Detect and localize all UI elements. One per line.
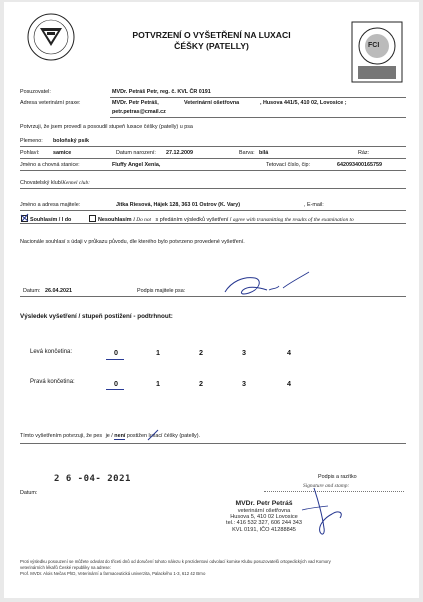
prava-grade-0[interactable]: 0 (114, 379, 118, 388)
conclusion-je[interactable]: je (105, 433, 110, 439)
stamp-date: 2 6 -04- 2021 (54, 474, 131, 484)
disclaimer-line-3: Prof. MVDr. Alois Nečas PhD, Veterinární a farmaceutická univerzita, Palackého 1-3, 612 42 Brno (20, 571, 206, 576)
disclaimer-line-1: Proti výsledku posouzení se můžete odvolat do třiceti dnů od doručení tohoto nálezu k prezidentovi odvolací komise Klubu posuzovatelů ortopedických vad Komory (20, 559, 331, 564)
disclaimer (20, 559, 331, 577)
adresa-name: MVDr. Petr Petráš, (112, 100, 159, 106)
prava-grade-0-underline (106, 389, 124, 390)
nesouhlasim-checkbox[interactable] (89, 215, 96, 222)
consent-note: Nacionále souhlasí s údaji v průkazu původu, dle kterého bylo potvrzeno provedené vyšetření. (20, 239, 245, 245)
divider (20, 170, 406, 171)
leva-grade-1[interactable]: 1 (156, 348, 160, 357)
narozeni-value: 27.12.2009 (166, 150, 193, 156)
label-datum: Datum: (23, 288, 41, 294)
label-posuzovatel: Posuzovatel: (20, 89, 51, 95)
document-title (99, 30, 324, 52)
souhlasim-checkbox[interactable] (21, 215, 28, 222)
consent-rest-en: agree with transmitting the results of the examination to (232, 217, 354, 223)
consent-row-2 (89, 215, 354, 223)
label-leva: Levá končetina: (30, 349, 73, 355)
cip-value: 642093400165759 (337, 162, 382, 168)
result-heading: Výsledek vyšetření / stupeň postižení - podtrhnout: (20, 313, 173, 320)
divider (20, 223, 406, 224)
conclusion-slash: / (111, 433, 113, 439)
plemeno-value: boloňský psík (53, 138, 89, 144)
label-narozeni: Datum narození: (116, 150, 156, 156)
label-prava: Pravá končetina: (30, 379, 75, 385)
title-line-1: POTVRZENÍ O VYŠETŘENÍ NA LUXACI (132, 30, 291, 40)
stamp-line-1: MVDr. Petr Petráš (235, 500, 293, 507)
label-adresa-praxe: Adresa veterinární praxe: (20, 100, 81, 106)
title-line-2: ČÉŠKY (PATELLY) (174, 41, 249, 51)
cmku-logo (26, 12, 76, 62)
jmeno-value: Fluffy Angel Xenia, (112, 162, 161, 168)
vet-email: petr.petras@cmail.cz (112, 109, 166, 115)
label-majitel: Jméno a adresa majitele: (20, 202, 81, 208)
label-owner-email: , E-mail: (304, 202, 324, 208)
label-klub-cz: Chovatelský klub/ (20, 180, 63, 186)
adresa-type: Veterinární ošetřovna (184, 100, 240, 106)
label-jmeno-stanice: Jméno a chovná stanice: (20, 162, 80, 168)
leva-grade-3[interactable]: 3 (242, 348, 246, 357)
fci-logo (350, 20, 404, 84)
stamp-line-5: KVL 0191, IČO 41288845 (232, 526, 296, 533)
divider (20, 296, 406, 297)
leva-grade-4[interactable]: 4 (287, 348, 291, 357)
leva-grade-0-underline (106, 359, 124, 360)
conclusion-neni[interactable]: není (114, 433, 126, 439)
conclusion-suffix: postižen luxací čéšky (patelly). (126, 433, 200, 439)
prava-grade-1[interactable]: 1 (156, 379, 160, 388)
divider (110, 117, 406, 118)
label-barva: Barva: (239, 150, 255, 156)
adresa-street: , Husova 441/5, 410 02, Lovosice ; (260, 100, 347, 106)
leva-grade-0[interactable]: 0 (114, 348, 118, 357)
stamp-line-4: tel.: 416 532 327, 606 244 343 (226, 520, 302, 527)
document-page (4, 2, 419, 598)
label-podpis-razitko: Podpis a razítko (318, 474, 357, 480)
pohlavi-value: samice (53, 150, 72, 156)
label-tetovaci: Tetovací číslo, čip: (266, 162, 311, 168)
disclaimer-line-2: veterinárních lékařů České republiky na adrese: (20, 565, 111, 570)
label-podpis-majitele: Podpis majitele psa: (137, 288, 186, 294)
divider (20, 146, 406, 147)
divider (20, 158, 406, 159)
barva-value: bílá (259, 150, 269, 156)
label-podpis-razitko-en: Signature and stamp: (303, 483, 350, 489)
conclusion-prefix: Tímto vyšetřením potvrzuji, že pes (20, 433, 103, 439)
divider (110, 97, 406, 98)
nesouhlasim-label: Nesouhlasím (98, 217, 132, 223)
vet-signature (294, 480, 354, 545)
prava-grade-3[interactable]: 3 (242, 379, 246, 388)
owner-signature (209, 268, 319, 305)
fci-logo-text: FCI (368, 42, 380, 49)
je-strikeout (146, 428, 162, 447)
nesouhlasim-label-en: I Do not (133, 217, 152, 223)
posuzovatel-value: MVDr. Petráš Petr, reg. č. KVL ČR 0191 (112, 89, 211, 95)
divider (20, 188, 406, 189)
label-klub-en: Kennel club: (62, 180, 90, 186)
label-raz: Ráz: (358, 150, 370, 156)
datum-value: 26.04.2021 (45, 288, 72, 294)
consent-rest: s předáním výsledků vyšetření / (155, 217, 232, 223)
label-footer-datum: Datum: (20, 490, 38, 496)
leva-grade-2[interactable]: 2 (199, 348, 203, 357)
divider (20, 210, 406, 211)
souhlasim-label: Souhlasím / I do (30, 217, 72, 223)
prava-grade-4[interactable]: 4 (287, 379, 291, 388)
stamp-line-2: veterinární ošetřovna (237, 508, 291, 514)
consent-row (21, 215, 71, 223)
conclusion-row (20, 433, 200, 439)
label-plemeno: Plemeno: (20, 138, 43, 144)
label-klub (20, 180, 90, 186)
majitel-value: Jitka Riesová, Hájek 128, 363 01 Ostrov (K. Vary) (116, 202, 241, 208)
stamp-line-3: Husova 5, 410 02 Lovosice (230, 514, 298, 521)
prava-grade-2[interactable]: 2 (199, 379, 203, 388)
label-pohlavi: Pohlaví: (20, 150, 40, 156)
statement-text: Potvrzuji, že jsem provedl a posoudil stupeň luxace čéšky (patelly) u psa (20, 124, 193, 130)
divider (20, 443, 406, 444)
